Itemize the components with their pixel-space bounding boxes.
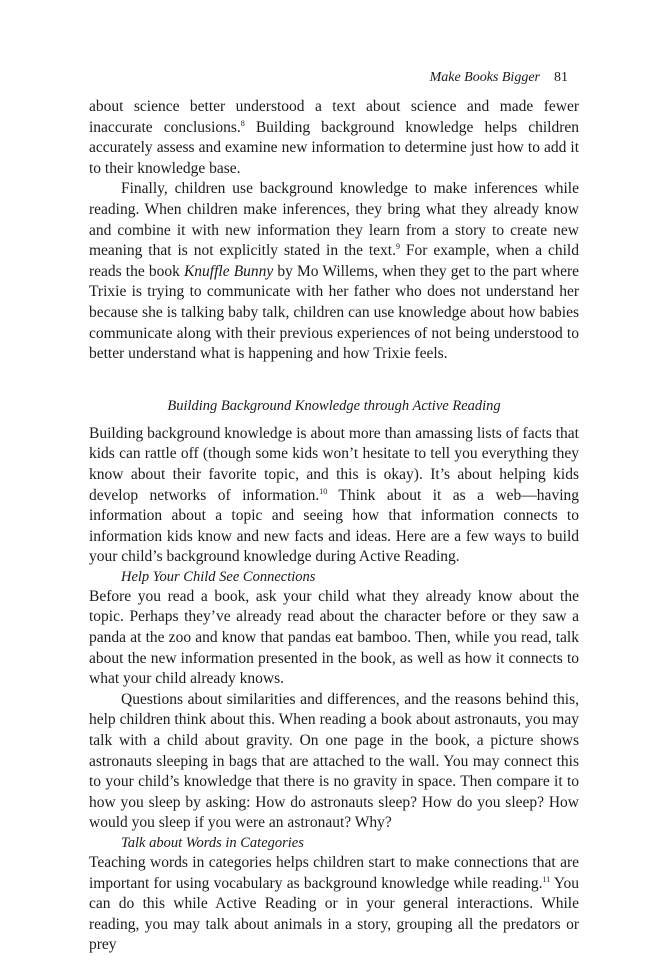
page-body — [89, 97, 579, 956]
paragraph-text: For example, when a child reads the book — [89, 242, 579, 280]
page-number: 81 — [554, 70, 568, 85]
paragraph-text: about science better understood a text about science and made fewer inaccurate conclusions. — [89, 98, 579, 136]
paragraph-2 — [89, 179, 579, 364]
paragraph-5: Questions about similarities and differences, and the reasons behind this, help children think about this. When reading a book about astronauts, you may talk with a child about gravity. On one page in the book, a picture shows astronauts sleeping in bags that are attached to the wall. You may connect this to your child’s knowledge that there is no gravity in space. Then compare it to how you sleep by asking: How do astronauts sleep? How do you sleep? How would you sleep if you were an astronaut? Why? — [89, 690, 579, 832]
paragraph-text: Finally, children use background knowledge to make inferences while reading. When children make inferences, they bring what they already know and combine it with new information they learn from a story to create new meaning that is not explicitly stated in the text. — [89, 180, 579, 260]
running-header — [430, 68, 568, 88]
paragraph-4: Before you read a book, ask your child what they already know about the topic. Perhaps they’ve already read about the character before or they saw a panda at the zoo and know that pandas eat bamboo. Then, while you read, talk about the new information presented in the book, as well as how it connects to what your child already knows. — [89, 587, 579, 688]
paragraph-6 — [89, 853, 579, 956]
paragraph-text: by Mo Willems, when they get to the part where Trixie is trying to communicate with her father who does not understand her because she is talking baby talk, children can use knowledge about how babies communicate along with their previous experiences of not being understood to better understand what is happening and how Trixie feels. — [89, 262, 579, 363]
running-title: Make Books Bigger — [429, 70, 540, 85]
endnote-marker: 8 — [240, 118, 245, 128]
paragraph-text: Teaching words in categories helps children start to make connections that are important for using vocabulary as background knowledge while reading. — [89, 854, 579, 892]
section-heading: Building Background Knowledge through Active Reading — [167, 397, 501, 414]
paragraph-text: Building background knowledge is about more than amassing lists of facts that kids can rattle off (though some kids won’t hesitate to tell you everything they know about their favorite topic, and this is okay). It’s about helping kids develop networks of information. — [89, 424, 579, 504]
paragraph-text: Think about it as a web—having information about a topic and seeing how that information connects to information kids know and new facts and ideas. Here are a few ways to build your child’s background knowledge during Active Reading. — [89, 486, 579, 566]
paragraph-1 — [89, 97, 579, 179]
paragraph-3 — [89, 424, 579, 568]
paragraph-text: You can do this while Active Reading or in your general interactions. While reading, you may talk about animals in a story, grouping all the predators or prey — [89, 874, 579, 954]
subheading-categories: Talk about Words in Categories — [121, 835, 304, 851]
book-title: Knuffle Bunny — [183, 262, 274, 280]
endnote-marker: 9 — [396, 242, 400, 252]
endnote-marker: 11 — [542, 874, 551, 884]
subheading-connections: Help Your Child See Connections — [121, 568, 316, 585]
paragraph-text: Building background knowledge helps children accurately assess and examine new information to determine just how to add it to their knowledge base. — [89, 118, 579, 177]
endnote-marker: 10 — [319, 486, 328, 496]
